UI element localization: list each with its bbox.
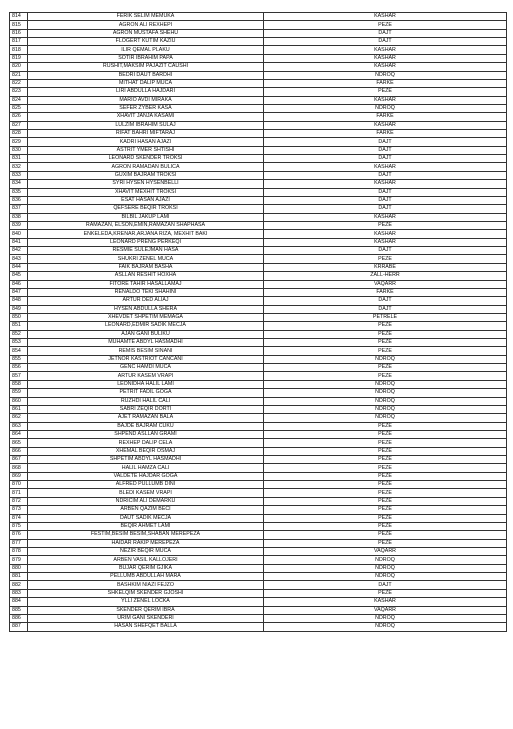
person-name-cell: GENC HAMDI MUCA xyxy=(28,364,264,372)
person-name-cell: FLOGERT KUTIM KAZIU xyxy=(28,38,264,46)
person-name-cell: YLLI ZENEL LOCKA xyxy=(28,598,264,606)
row-number-cell: 869 xyxy=(10,472,28,480)
table-row xyxy=(10,280,507,288)
table-row xyxy=(10,581,507,589)
person-name-cell: SOTIR IBRAHIM PAPA xyxy=(28,54,264,62)
table-row xyxy=(10,355,507,363)
person-name-cell: NDRICIM ALI DEMARKU xyxy=(28,497,264,505)
row-number-cell: 835 xyxy=(10,188,28,196)
location-cell: DAJT xyxy=(264,171,507,179)
location-cell: DAJT xyxy=(264,205,507,213)
location-cell: FARKE xyxy=(264,79,507,87)
person-name-cell: AGRON RAMADAN BULICA xyxy=(28,163,264,171)
location-cell: PEZE xyxy=(264,347,507,355)
person-name-cell: PELLUMB ABDULLAH MARA xyxy=(28,573,264,581)
location-cell: NDROQ xyxy=(264,414,507,422)
location-cell: PEZE xyxy=(264,21,507,29)
row-number-cell: 844 xyxy=(10,263,28,271)
row-number-cell: 828 xyxy=(10,130,28,138)
person-name-cell: FERIK SELIM MEMUKA xyxy=(28,13,264,21)
table-row xyxy=(10,247,507,255)
table-row xyxy=(10,263,507,271)
person-name-cell: FESTIM,BESIM BESIM,SHABAN MEREPEZA xyxy=(28,531,264,539)
location-cell: VAQARR xyxy=(264,606,507,614)
table-row xyxy=(10,531,507,539)
row-number-cell: 855 xyxy=(10,355,28,363)
person-name-cell: BLEDI KASEM VRAPI xyxy=(28,489,264,497)
location-cell: PEZE xyxy=(264,88,507,96)
location-cell: KASHAR xyxy=(264,180,507,188)
table-row xyxy=(10,213,507,221)
table-row xyxy=(10,297,507,305)
row-number-cell: 856 xyxy=(10,364,28,372)
row-number-cell: 826 xyxy=(10,113,28,121)
table-row xyxy=(10,130,507,138)
row-number-cell: 868 xyxy=(10,464,28,472)
location-cell: PEZE xyxy=(264,322,507,330)
table-row xyxy=(10,497,507,505)
row-number-cell: 864 xyxy=(10,430,28,438)
table-row xyxy=(10,614,507,622)
location-cell: PEZE xyxy=(264,330,507,338)
person-name-cell: RAMAZAN, ELSON,EMIN,RAMAZAN SHAPHASA xyxy=(28,221,264,229)
table-row xyxy=(10,389,507,397)
person-name-cell: ARTUR KASEM VRAPI xyxy=(28,372,264,380)
row-number-cell: 836 xyxy=(10,196,28,204)
location-cell: DAJT xyxy=(264,188,507,196)
person-name-cell: SHPETIM ABDYL HASMADHI xyxy=(28,456,264,464)
person-name-cell: SHPEND ASLLAN GRAMI xyxy=(28,430,264,438)
person-name-cell: NEZIR BEQIR MUCA xyxy=(28,548,264,556)
location-cell: KASHAR xyxy=(264,63,507,71)
row-number-cell: 827 xyxy=(10,121,28,129)
row-number-cell: 838 xyxy=(10,213,28,221)
location-cell: NDROQ xyxy=(264,564,507,572)
person-name-cell: KADRI HASAN AJAZI xyxy=(28,138,264,146)
row-number-cell: 883 xyxy=(10,589,28,597)
location-cell: PETRELE xyxy=(264,313,507,321)
location-cell: DAJT xyxy=(264,297,507,305)
records-table-body xyxy=(10,13,507,632)
table-row xyxy=(10,456,507,464)
row-number-cell: 814 xyxy=(10,13,28,21)
table-row xyxy=(10,155,507,163)
table-row xyxy=(10,71,507,79)
location-cell: PEZE xyxy=(264,372,507,380)
row-number-cell: 843 xyxy=(10,255,28,263)
person-name-cell: ILIR QEMAL PLAKU xyxy=(28,46,264,54)
person-name-cell: MUHAMTE ABDYL HASMADHI xyxy=(28,339,264,347)
row-number-cell: 859 xyxy=(10,389,28,397)
location-cell: FARKE xyxy=(264,113,507,121)
table-row xyxy=(10,589,507,597)
row-number-cell: 819 xyxy=(10,54,28,62)
row-number-cell: 830 xyxy=(10,146,28,154)
location-cell: PEZE xyxy=(264,481,507,489)
location-cell: PEZE xyxy=(264,589,507,597)
row-number-cell: 846 xyxy=(10,280,28,288)
person-name-cell: SYRI HYSEN HYSENBELLI xyxy=(28,180,264,188)
person-name-cell: ARBEN QAZIM BECI xyxy=(28,506,264,514)
table-row xyxy=(10,305,507,313)
table-row xyxy=(10,330,507,338)
row-number-cell: 885 xyxy=(10,606,28,614)
person-name-cell: LEONARD SKENDER TROKSI xyxy=(28,155,264,163)
table-row xyxy=(10,372,507,380)
location-cell: PEZE xyxy=(264,497,507,505)
location-cell: PEZE xyxy=(264,255,507,263)
table-row xyxy=(10,79,507,87)
location-cell: NDROQ xyxy=(264,380,507,388)
table-row xyxy=(10,447,507,455)
location-cell: NDROQ xyxy=(264,556,507,564)
location-cell: NDROQ xyxy=(264,573,507,581)
location-cell: PEZE xyxy=(264,430,507,438)
row-number-cell: 850 xyxy=(10,313,28,321)
row-number-cell: 878 xyxy=(10,548,28,556)
table-row xyxy=(10,522,507,530)
table-row xyxy=(10,180,507,188)
person-name-cell: AGRON MUSTAFA SHEHU xyxy=(28,29,264,37)
location-cell: ZALL-HERR xyxy=(264,272,507,280)
location-cell: VAQARR xyxy=(264,280,507,288)
person-name-cell: RUZHDI HALIL CALI xyxy=(28,397,264,405)
location-cell: KASHAR xyxy=(264,213,507,221)
table-row xyxy=(10,606,507,614)
location-cell: DAJT xyxy=(264,38,507,46)
row-number-cell: 863 xyxy=(10,422,28,430)
table-row xyxy=(10,255,507,263)
row-number-cell: 847 xyxy=(10,288,28,296)
row-number-cell: 821 xyxy=(10,71,28,79)
location-cell: PEZE xyxy=(264,339,507,347)
table-row xyxy=(10,405,507,413)
person-name-cell: QEFSERE BEQIR TROKSI xyxy=(28,205,264,213)
location-cell: NDROQ xyxy=(264,389,507,397)
person-name-cell: ALFRED PULLUMB DINI xyxy=(28,481,264,489)
table-row xyxy=(10,598,507,606)
row-number-cell: 865 xyxy=(10,439,28,447)
row-number-cell: 875 xyxy=(10,522,28,530)
row-number-cell: 860 xyxy=(10,397,28,405)
location-cell: PEZE xyxy=(264,464,507,472)
table-row xyxy=(10,38,507,46)
table-row xyxy=(10,514,507,522)
row-number-cell: 820 xyxy=(10,63,28,71)
person-name-cell: BEQIR AHMET LAMI xyxy=(28,522,264,530)
location-cell: NDROQ xyxy=(264,397,507,405)
table-row xyxy=(10,548,507,556)
table-row xyxy=(10,29,507,37)
table-row xyxy=(10,364,507,372)
row-number-cell: 817 xyxy=(10,38,28,46)
row-number-cell: 867 xyxy=(10,456,28,464)
person-name-cell: RUSHIT,MAKSIM PAJAZIT CAUSHI xyxy=(28,63,264,71)
table-row xyxy=(10,564,507,572)
person-name-cell: ASLLAN RESHIT HOXHA xyxy=(28,272,264,280)
row-number-cell: 822 xyxy=(10,79,28,87)
location-cell: KASHAR xyxy=(264,54,507,62)
person-name-cell: ASTRIT YMER SHTISHI xyxy=(28,146,264,154)
person-name-cell: VALDETE HAJDAR GOGA xyxy=(28,472,264,480)
row-number-cell: 824 xyxy=(10,96,28,104)
location-cell: PEZE xyxy=(264,364,507,372)
row-number-cell: 876 xyxy=(10,531,28,539)
person-name-cell: AJET RAMAZAN BALA xyxy=(28,414,264,422)
row-number-cell: 887 xyxy=(10,623,28,631)
table-row xyxy=(10,422,507,430)
location-cell: KASHAR xyxy=(264,163,507,171)
location-cell: KRRABE xyxy=(264,263,507,271)
person-name-cell: HALIL HAMZA CALI xyxy=(28,464,264,472)
table-row xyxy=(10,104,507,112)
table-row xyxy=(10,272,507,280)
table-row xyxy=(10,13,507,21)
row-number-cell: 833 xyxy=(10,171,28,179)
table-row xyxy=(10,481,507,489)
table-row xyxy=(10,322,507,330)
location-cell: KASHAR xyxy=(264,96,507,104)
person-name-cell: LIRI ABDULLA HAJDARI xyxy=(28,88,264,96)
row-number-cell: 842 xyxy=(10,247,28,255)
table-row xyxy=(10,96,507,104)
location-cell: PEZE xyxy=(264,506,507,514)
person-name-cell: XHEVDET SHPETIM MEMAGA xyxy=(28,313,264,321)
table-row xyxy=(10,54,507,62)
location-cell: DAJT xyxy=(264,581,507,589)
table-row xyxy=(10,556,507,564)
table-row xyxy=(10,113,507,121)
location-cell: PEZE xyxy=(264,514,507,522)
location-cell: DAJT xyxy=(264,305,507,313)
person-name-cell: SEFER ZYBER KASA xyxy=(28,104,264,112)
person-name-cell: PETRIT FADIL GOGA xyxy=(28,389,264,397)
row-number-cell: 870 xyxy=(10,481,28,489)
person-name-cell: ESAT HASAN AJAZI xyxy=(28,196,264,204)
row-number-cell: 881 xyxy=(10,573,28,581)
location-cell: NDROQ xyxy=(264,104,507,112)
row-number-cell: 862 xyxy=(10,414,28,422)
person-name-cell: LEONARD PRENG PERKEQI xyxy=(28,238,264,246)
person-name-cell: SABRI ZEQIR DORTI xyxy=(28,405,264,413)
row-number-cell: 825 xyxy=(10,104,28,112)
person-name-cell: XHAVIT JANJA KASAMI xyxy=(28,113,264,121)
records-table xyxy=(9,12,507,632)
location-cell: DAJT xyxy=(264,247,507,255)
row-number-cell: 837 xyxy=(10,205,28,213)
location-cell: NDROQ xyxy=(264,405,507,413)
person-name-cell: FITORE TAHIR HASALLAMAJ xyxy=(28,280,264,288)
person-name-cell: HYSEN ABDULLA SHERA xyxy=(28,305,264,313)
row-number-cell: 858 xyxy=(10,380,28,388)
person-name-cell: HAIDAR RAKIP MEREPEZA xyxy=(28,539,264,547)
location-cell: PEZE xyxy=(264,522,507,530)
row-number-cell: 834 xyxy=(10,180,28,188)
row-number-cell: 854 xyxy=(10,347,28,355)
location-cell: PEZE xyxy=(264,472,507,480)
person-name-cell: BEDRI DAUT BARDHI xyxy=(28,71,264,79)
person-name-cell: XHAVIT MEXHIT TROKSI xyxy=(28,188,264,196)
person-name-cell: URIM GANI SKENDERI xyxy=(28,614,264,622)
row-number-cell: 879 xyxy=(10,556,28,564)
person-name-cell: HASAN SHEFQET BALLA xyxy=(28,623,264,631)
table-row xyxy=(10,380,507,388)
person-name-cell: REXHEP DALIP CELA xyxy=(28,439,264,447)
row-number-cell: 873 xyxy=(10,506,28,514)
table-row xyxy=(10,230,507,238)
person-name-cell: AJAN GANI BULIKU xyxy=(28,330,264,338)
location-cell: PEZE xyxy=(264,489,507,497)
location-cell: NDROQ xyxy=(264,623,507,631)
table-row xyxy=(10,539,507,547)
person-name-cell: ARTUR DED ALIAJ xyxy=(28,297,264,305)
table-row xyxy=(10,623,507,631)
row-number-cell: 841 xyxy=(10,238,28,246)
row-number-cell: 886 xyxy=(10,614,28,622)
table-row xyxy=(10,121,507,129)
table-row xyxy=(10,163,507,171)
table-row xyxy=(10,238,507,246)
person-name-cell: SKENDER QERIM IBRA xyxy=(28,606,264,614)
table-row xyxy=(10,397,507,405)
person-name-cell: AGRON ALI REXHEPI xyxy=(28,21,264,29)
row-number-cell: 815 xyxy=(10,21,28,29)
table-row xyxy=(10,347,507,355)
location-cell: KASHAR xyxy=(264,598,507,606)
person-name-cell: RIFAT BAHRI MIFTARAJ xyxy=(28,130,264,138)
table-row xyxy=(10,313,507,321)
table-row xyxy=(10,489,507,497)
person-name-cell: LEONARD,EDMIR SADIK MECJA xyxy=(28,322,264,330)
person-name-cell: MITHAT DALIP MUCA xyxy=(28,79,264,87)
row-number-cell: 880 xyxy=(10,564,28,572)
person-name-cell: ENKELEDA,KRENAR,ARJANA RIZA, MEXHIT BAKI xyxy=(28,230,264,238)
table-row xyxy=(10,339,507,347)
table-row xyxy=(10,88,507,96)
location-cell: NDROQ xyxy=(264,355,507,363)
location-cell: KASHAR xyxy=(264,46,507,54)
person-name-cell: SHKELQIM SKENDER GJOSHI xyxy=(28,589,264,597)
table-row xyxy=(10,472,507,480)
person-name-cell: LULZIM IBRAHIM SULAJ xyxy=(28,121,264,129)
person-name-cell: MARIO AVDI MIRAKA xyxy=(28,96,264,104)
location-cell: DAJT xyxy=(264,138,507,146)
table-row xyxy=(10,439,507,447)
row-number-cell: 877 xyxy=(10,539,28,547)
row-number-cell: 852 xyxy=(10,330,28,338)
row-number-cell: 816 xyxy=(10,29,28,37)
table-row xyxy=(10,205,507,213)
row-number-cell: 874 xyxy=(10,514,28,522)
table-row xyxy=(10,21,507,29)
table-row xyxy=(10,464,507,472)
person-name-cell: FAIK BAJRAM BASHA xyxy=(28,263,264,271)
person-name-cell: BUJAR QERIM GJIKA xyxy=(28,564,264,572)
location-cell: KASHAR xyxy=(264,238,507,246)
person-name-cell: BASHKIM NIAZI FEJZO xyxy=(28,581,264,589)
location-cell: DAJT xyxy=(264,146,507,154)
row-number-cell: 853 xyxy=(10,339,28,347)
location-cell: PEZE xyxy=(264,539,507,547)
location-cell: PEZE xyxy=(264,422,507,430)
person-name-cell: SHUKRI ZENEL MUCA xyxy=(28,255,264,263)
table-row xyxy=(10,46,507,54)
person-name-cell: BILBIL JAKUP LAMI xyxy=(28,213,264,221)
person-name-cell: BAJDE BAJRAM CUKU xyxy=(28,422,264,430)
row-number-cell: 848 xyxy=(10,297,28,305)
table-row xyxy=(10,188,507,196)
row-number-cell: 831 xyxy=(10,155,28,163)
person-name-cell: GUXIM BAJRAM TROKSI xyxy=(28,171,264,179)
location-cell: NDROQ xyxy=(264,614,507,622)
table-row xyxy=(10,171,507,179)
location-cell: PEZE xyxy=(264,439,507,447)
location-cell: DAJT xyxy=(264,29,507,37)
row-number-cell: 851 xyxy=(10,322,28,330)
person-name-cell: RESMIE SULEJMAN HASA xyxy=(28,247,264,255)
row-number-cell: 884 xyxy=(10,598,28,606)
location-cell: PEZE xyxy=(264,221,507,229)
table-row xyxy=(10,196,507,204)
table-row xyxy=(10,63,507,71)
row-number-cell: 857 xyxy=(10,372,28,380)
location-cell: KASHAR xyxy=(264,230,507,238)
person-name-cell: ARBEN VASIL KALLOJERI xyxy=(28,556,264,564)
row-number-cell: 818 xyxy=(10,46,28,54)
location-cell: DAJT xyxy=(264,196,507,204)
location-cell: PEZE xyxy=(264,531,507,539)
table-row xyxy=(10,506,507,514)
person-name-cell: LEONIDHA HALIL LAMI xyxy=(28,380,264,388)
table-row xyxy=(10,138,507,146)
row-number-cell: 861 xyxy=(10,405,28,413)
location-cell: KASHAR xyxy=(264,121,507,129)
row-number-cell: 849 xyxy=(10,305,28,313)
location-cell: FARKE xyxy=(264,288,507,296)
location-cell: VAQARR xyxy=(264,548,507,556)
row-number-cell: 866 xyxy=(10,447,28,455)
location-cell: KASHAR xyxy=(264,13,507,21)
row-number-cell: 840 xyxy=(10,230,28,238)
table-row xyxy=(10,430,507,438)
location-cell: PEZE xyxy=(264,456,507,464)
table-row xyxy=(10,414,507,422)
row-number-cell: 882 xyxy=(10,581,28,589)
location-cell: PEZE xyxy=(264,447,507,455)
row-number-cell: 845 xyxy=(10,272,28,280)
row-number-cell: 832 xyxy=(10,163,28,171)
person-name-cell: REMIS BESIM SINANI xyxy=(28,347,264,355)
row-number-cell: 871 xyxy=(10,489,28,497)
location-cell: DAJT xyxy=(264,155,507,163)
row-number-cell: 839 xyxy=(10,221,28,229)
row-number-cell: 823 xyxy=(10,88,28,96)
row-number-cell: 829 xyxy=(10,138,28,146)
table-row xyxy=(10,573,507,581)
table-row xyxy=(10,288,507,296)
person-name-cell: DAUT SADIK MECJA xyxy=(28,514,264,522)
table-row xyxy=(10,221,507,229)
row-number-cell: 872 xyxy=(10,497,28,505)
location-cell: FARKE xyxy=(264,130,507,138)
person-name-cell: JETNOR KASTRIOT CANCANI xyxy=(28,355,264,363)
location-cell: NDROQ xyxy=(264,71,507,79)
person-name-cell: XHEMAL BEQIR OSMAJ xyxy=(28,447,264,455)
person-name-cell: RENALDO TEKI SHAHINI xyxy=(28,288,264,296)
table-row xyxy=(10,146,507,154)
